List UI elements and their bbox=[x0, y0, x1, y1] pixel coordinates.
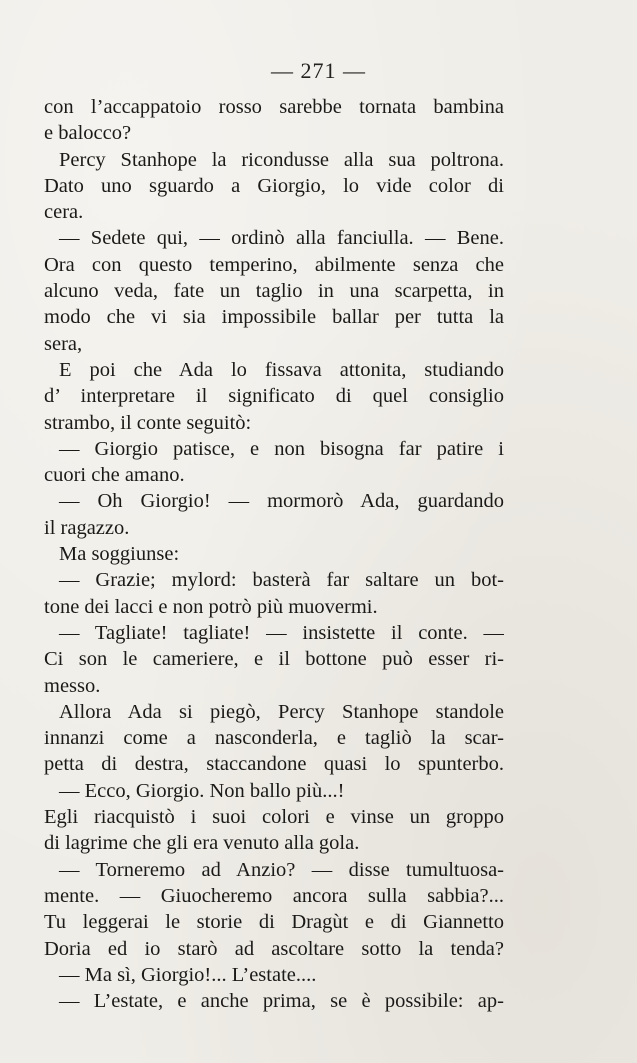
text-line: modo che vi sia impossibile ballar per tutta la bbox=[44, 306, 504, 329]
text-line: alcuno veda, fate un taglio in una scarpetta, in bbox=[44, 280, 504, 303]
text-line: — Oh Giorgio! — mormorò Ada, guardando bbox=[59, 490, 504, 513]
text-line: cera. bbox=[44, 201, 84, 224]
text-line: tone dei lacci e non potrò più muovermi. bbox=[44, 595, 378, 618]
text-line: Doria ed io starò ad ascoltare sotto la tenda? bbox=[44, 937, 504, 960]
text-line: — Grazie; mylord: basterà far saltare un bot- bbox=[59, 569, 504, 592]
text-line: petta di destra, staccandone quasi lo spunterbo. bbox=[44, 753, 504, 776]
text-line: Dato uno sguardo a Giorgio, lo vide color di bbox=[44, 174, 504, 197]
text-line: — Giorgio patisce, e non bisogna far patire i bbox=[59, 437, 504, 460]
text-line: — Sedete qui, — ordinò alla fanciulla. — Bene. bbox=[59, 227, 504, 250]
page-number: — 271 — bbox=[271, 58, 366, 83]
body-text bbox=[44, 94, 504, 1014]
text-line: messo. bbox=[44, 674, 101, 697]
text-line: — Torneremo ad Anzio? — disse tumultuosa- bbox=[59, 858, 504, 881]
text-line: — L’estate, e anche prima, se è possibile: ap- bbox=[59, 990, 504, 1013]
text-line: mente. — Giuocheremo ancora sulla sabbia?... bbox=[44, 884, 504, 907]
text-line: con l’accappatoio rosso sarebbe tornata bambina bbox=[44, 96, 504, 118]
text-line: Ma soggiunse: bbox=[59, 543, 180, 566]
text-line: Allora Ada si piegò, Percy Stanhope standole bbox=[59, 700, 504, 723]
text-line: Ci son le cameriere, e il bottone può esser ri- bbox=[44, 648, 504, 671]
text-line: d’ interpretare il significato di quel consiglio bbox=[44, 385, 504, 408]
text-line: e balocco? bbox=[44, 122, 132, 145]
text-line: cuori che amano. bbox=[44, 464, 185, 487]
text-line: — Ecco, Giorgio. Non ballo più...! bbox=[59, 779, 345, 802]
text-line: il ragazzo. bbox=[44, 516, 130, 539]
text-line: innanzi come a nasconderla, e tagliò la scar- bbox=[44, 727, 504, 750]
text-line: sera, bbox=[44, 332, 83, 355]
text-line: Egli riacquistò i suoi colori e vinse un groppo bbox=[44, 806, 504, 829]
text-line: — Tagliate! tagliate! — insistette il conte. — bbox=[59, 621, 504, 644]
text-line: di lagrime che gli era venuto alla gola. bbox=[44, 832, 360, 855]
text-line: E poi che Ada lo fissava attonita, studiando bbox=[59, 358, 504, 381]
text-line: Tu leggerai le storie di Dragùt e di Giannetto bbox=[44, 911, 504, 934]
text-line: Ora con questo temperino, abilmente senza che bbox=[44, 253, 504, 276]
text-line: strambo, il conte seguitò: bbox=[44, 411, 252, 434]
text-line: — Ma sì, Giorgio!... L’estate.... bbox=[59, 963, 317, 986]
text-line: Percy Stanhope la ricondusse alla sua poltrona. bbox=[59, 148, 504, 171]
